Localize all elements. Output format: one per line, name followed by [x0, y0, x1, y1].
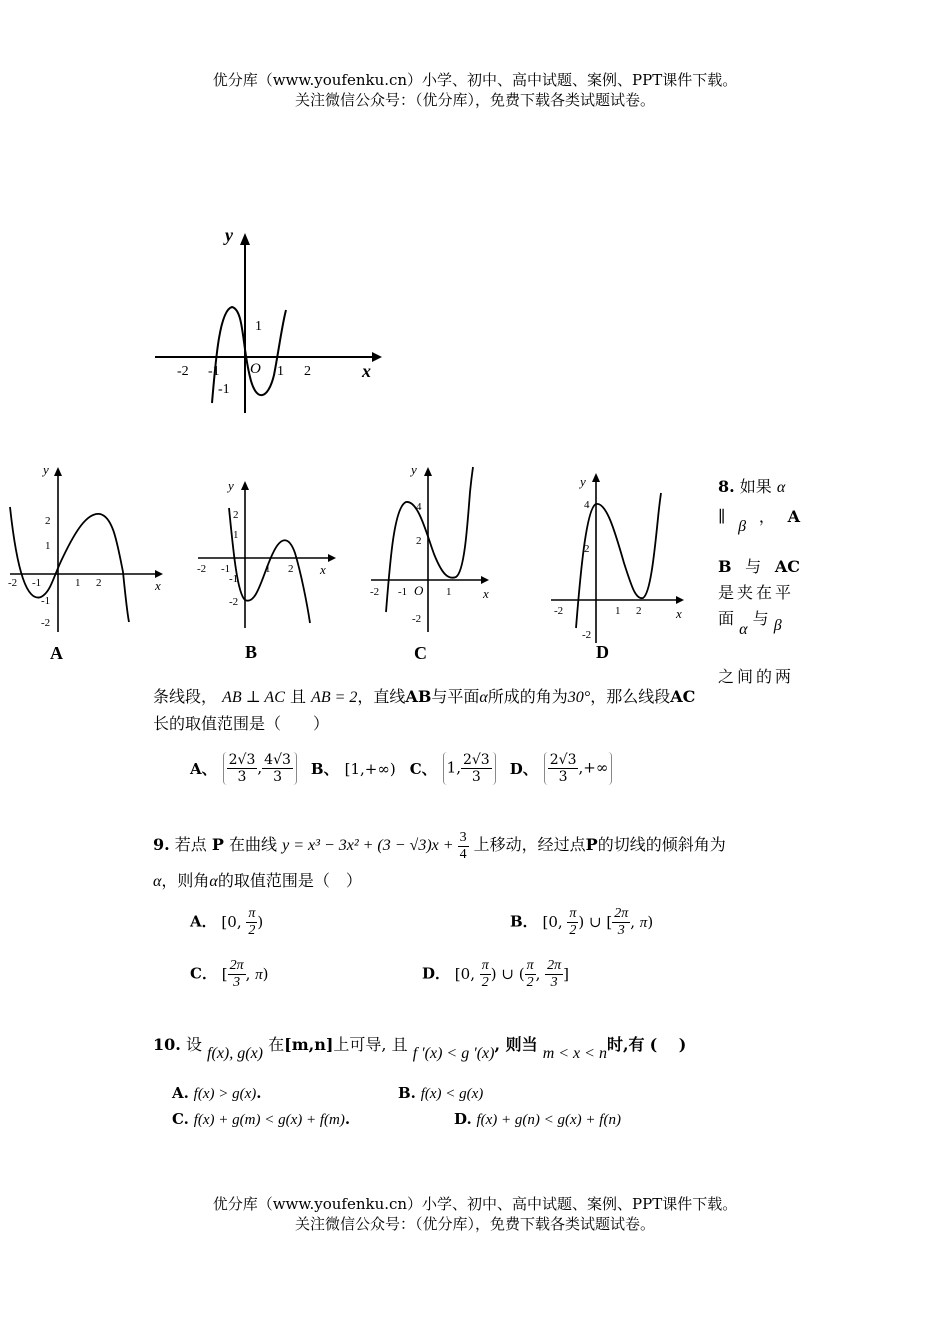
q8-text: B	[718, 557, 732, 576]
tick-label: 4	[584, 499, 590, 511]
math-alpha: α	[153, 873, 162, 890]
q8-body	[153, 684, 803, 737]
graph-option-label: A	[50, 643, 63, 663]
q8-text: 且	[289, 687, 306, 706]
x-axis-arrow-icon	[155, 570, 163, 578]
option-label: C.	[172, 1110, 189, 1128]
option-label: A．	[190, 912, 217, 931]
q8-text: AB	[405, 687, 432, 706]
range-inequality: m < x < n	[542, 1045, 607, 1062]
tick-label: 1	[265, 563, 271, 575]
option-label: B.	[398, 1084, 416, 1102]
parallel-symbol: ∥	[718, 507, 726, 526]
derivative-inequality: f ′(x) < g ′(x)	[412, 1045, 495, 1062]
x-axis-arrow-icon	[372, 352, 382, 362]
tick-label: 2	[96, 577, 102, 589]
tick-label: -2	[370, 586, 380, 598]
math-alpha: α	[776, 479, 786, 496]
q9-text: 的切线的倾斜角为	[597, 835, 726, 855]
q9-option-a: A． [0, $\frac{\pi}{2}$ )	[190, 906, 264, 938]
tick-label: -1	[41, 595, 51, 607]
q8-side-column	[718, 474, 800, 690]
x-label: x	[155, 578, 161, 593]
graph-option-a	[5, 462, 170, 667]
tick-label: -1	[229, 573, 239, 585]
tick-label: 2	[45, 515, 51, 527]
interval: [m,n]	[284, 1035, 334, 1054]
tick-label: -2	[554, 605, 564, 617]
q9-text: ，则角	[161, 871, 210, 890]
x-label: x	[676, 606, 682, 621]
tick-label: -1	[398, 586, 408, 598]
tick-label: -1	[218, 382, 230, 397]
math-condition: AB = 2	[311, 689, 358, 706]
y-label: y	[228, 478, 234, 493]
q9-body	[153, 830, 803, 863]
tick-label: 1	[615, 605, 621, 617]
math-alpha: α	[739, 621, 748, 638]
math-beta: β	[738, 518, 747, 535]
q8-text: 长的取值范围是（ ）	[153, 714, 330, 733]
question-number: 8.	[718, 477, 735, 496]
graph-option-c	[368, 462, 508, 667]
q9-text: 在曲线	[229, 835, 278, 855]
origin-label: O	[250, 361, 261, 377]
tick-label: 4	[416, 501, 422, 513]
q8-options	[190, 752, 790, 785]
q8-text: 条线段，	[153, 687, 218, 706]
header-line-2: 关注微信公众号：（优分库），免费下载各类试题试卷。	[294, 91, 655, 109]
q8-text: 如果	[739, 477, 772, 496]
math-beta: β	[773, 617, 782, 634]
q9-text: 上移动，经过点	[473, 835, 586, 855]
q10-text: , 则当	[494, 1035, 538, 1054]
y-axis-arrow-icon	[592, 473, 600, 482]
option-label: C、	[409, 760, 437, 778]
graph-option-d	[548, 468, 693, 668]
option-c-interval: 1, $\frac{2√3}{3}$	[443, 752, 496, 785]
option-label: B．	[510, 912, 538, 931]
footer-line-2: 关注微信公众号：（优分库），免费下载各类试题试卷。	[294, 1215, 655, 1233]
q8-text: ，	[758, 507, 775, 526]
y-axis-arrow-icon	[240, 233, 250, 245]
tick-label: -2	[229, 596, 239, 608]
q9-line-2	[153, 868, 803, 895]
point-label: P	[211, 835, 224, 855]
tick-label: 1	[45, 540, 51, 552]
q8-text: 是夹在平	[718, 583, 795, 602]
x-label: x	[320, 562, 326, 577]
x-axis-arrow-icon	[328, 554, 336, 562]
tick-label: 2	[416, 535, 422, 547]
tick-label: 1	[75, 577, 81, 589]
math-alpha: α	[209, 873, 218, 890]
function-curve	[10, 507, 129, 622]
y-axis-arrow-icon	[54, 467, 62, 476]
tick-label: -2	[412, 613, 422, 625]
q8-text: 之间的两	[718, 667, 795, 686]
q10-body	[153, 1032, 803, 1062]
y-label: y	[43, 462, 49, 477]
y-label: y	[225, 225, 233, 245]
math-angle: 30°	[567, 689, 591, 706]
graph-option-b	[195, 478, 345, 668]
tick-label: -2	[582, 629, 592, 641]
q10-text: 上可导, 且	[333, 1035, 408, 1054]
question-number: 10.	[153, 1035, 181, 1054]
q8-text: 与平面	[431, 687, 480, 706]
x-axis-arrow-icon	[676, 596, 684, 604]
y-axis-arrow-icon	[424, 467, 432, 476]
tick-label: 1	[446, 586, 452, 598]
y-axis-arrow-icon	[241, 481, 249, 490]
x-axis-arrow-icon	[481, 576, 489, 584]
function-pair: f(x), g(x)	[207, 1045, 264, 1062]
tick-label: 1	[255, 319, 262, 334]
q8-text: ，直线	[357, 687, 406, 706]
question-figure-graph	[150, 215, 385, 425]
tick-label: -1	[208, 364, 220, 379]
tick-label: -2	[41, 617, 51, 629]
option-label: D、	[509, 760, 538, 778]
answer-paren: ( )	[649, 1035, 687, 1054]
x-label: x	[483, 586, 489, 601]
question-number: 9.	[153, 835, 170, 855]
q9-text: 的取值范围是（ ）	[217, 871, 362, 890]
y-label: y	[411, 462, 417, 477]
q9-option-c: C． [ $\frac{2\pi}{3}$ , π)	[190, 958, 269, 990]
option-d-interval: $\frac{2√3}{3}$ ,+∞	[544, 752, 613, 785]
tick-label: -2	[177, 364, 189, 379]
tick-label: 1	[233, 529, 239, 541]
curve-equation: y = x³ − 3x² + (3 − √3)x + $\frac{3}{4}$	[282, 830, 467, 862]
math-alpha: α	[479, 689, 488, 706]
option-label: A、	[190, 760, 217, 778]
option-label: C．	[190, 964, 217, 983]
tick-label: 2	[288, 563, 294, 575]
graph-option-label: D	[596, 642, 609, 662]
option-label: B、	[310, 760, 339, 778]
q8-text: 所成的角为	[487, 687, 568, 706]
tick-label: 1	[277, 364, 284, 379]
tick-label: -1	[221, 563, 231, 575]
q8-text: AC	[670, 687, 696, 706]
tick-label: 2	[304, 364, 311, 379]
q10-option-d: D. f(x) + g(n) < g(x) + f(n)	[454, 1110, 621, 1128]
x-label: x	[362, 361, 371, 381]
option-b-interval: [1,+∞)	[344, 759, 396, 778]
q8-text: 面	[718, 609, 735, 628]
q8-text: 与	[752, 609, 769, 628]
option-a-interval: $\frac{2√3}{3}$ , $\frac{4√3}{3}$	[223, 752, 297, 785]
q8-text: ，那么线段	[590, 687, 671, 706]
q8-text: 与	[745, 557, 762, 576]
graph-option-label: B	[245, 642, 258, 662]
tick-label: -1	[32, 577, 42, 589]
header-line-1: 优分库（www.youfenku.cn）小学、初中、高中试题、案例、PPT课件下载。	[212, 71, 738, 89]
option-label: D.	[454, 1110, 472, 1128]
q10-option-a: A. f(x) > g(x).	[172, 1084, 262, 1102]
graph-option-label: C	[414, 643, 427, 663]
q9-option-b: B． [0, $\frac{\pi}{2}$ ) ∪ [ $\frac{2\pi}{3}$ , π)	[510, 906, 654, 938]
q8-text: AC	[774, 557, 800, 576]
point-label: P	[585, 835, 598, 855]
q10-option-c: C. f(x) + g(m) < g(x) + f(m).	[172, 1110, 351, 1128]
y-label: y	[580, 474, 586, 489]
q9-option-d: D． [0, $\frac{\pi}{2}$ ) ∪ ( $\frac{\pi}{2}$ , $\frac{2\pi}{3}$ ]	[422, 958, 569, 990]
tick-label: 2	[233, 509, 239, 521]
math-condition: AB ⊥ AC	[222, 689, 285, 706]
q10-option-b: B. f(x) < g(x)	[398, 1084, 484, 1102]
tick-label: 2	[636, 605, 642, 617]
tick-label: -2	[8, 577, 18, 589]
tick-label: O	[414, 583, 424, 598]
q9-text: 若点	[174, 835, 207, 855]
tick-label: -2	[197, 563, 207, 575]
q10-text: 时,有	[606, 1035, 645, 1054]
q10-text: 在	[268, 1035, 285, 1054]
tick-label: 2	[584, 543, 590, 555]
q8-text: A	[787, 507, 800, 526]
q10-text: 设	[185, 1035, 202, 1054]
footer-line-1: 优分库（www.youfenku.cn）小学、初中、高中试题、案例、PPT课件下载。	[212, 1195, 738, 1213]
option-label: D．	[422, 964, 451, 983]
option-label: A.	[172, 1084, 189, 1102]
